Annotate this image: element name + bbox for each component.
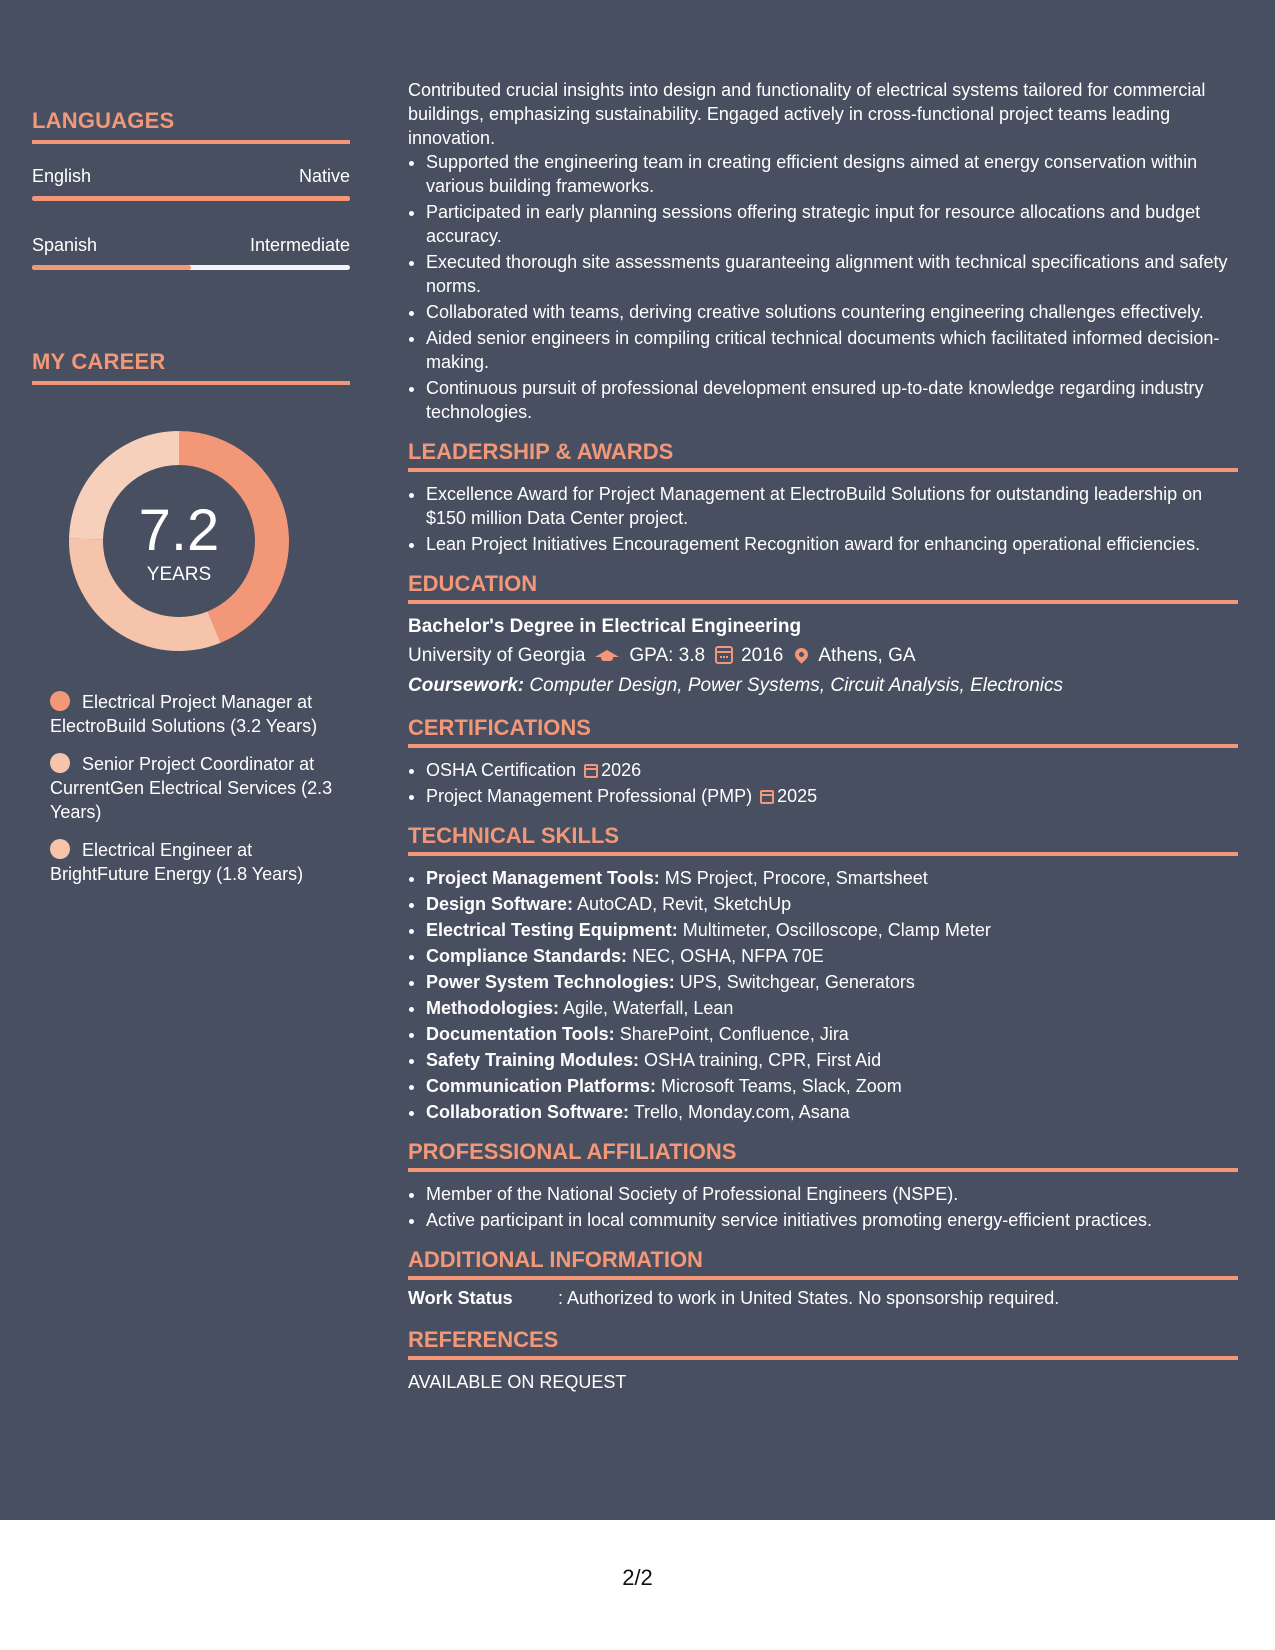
certification-year: 2026	[601, 760, 642, 780]
skill-item	[426, 1048, 1238, 1072]
certification-item	[426, 784, 1238, 808]
career-item-text: Electrical Project Manager at ElectroBuild Solutions (3.2 Years)	[50, 692, 318, 736]
education-heading: EDUCATION	[408, 572, 1238, 604]
calendar-icon	[584, 764, 598, 778]
skill-item	[426, 970, 1238, 994]
career-donut-chart	[66, 428, 292, 654]
certification-item	[426, 758, 1238, 782]
calendar-icon	[760, 790, 774, 804]
experience-bullet: • Collaborated with teams, deriving creative solutions countering engineering challenges effectively.	[426, 300, 1238, 324]
affiliations-list	[408, 1182, 1238, 1232]
references-heading: REFERENCES	[408, 1328, 1238, 1360]
education-school: University of Georgia	[408, 645, 586, 666]
skill-label: Documentation Tools:	[426, 1024, 615, 1044]
language-name: English	[32, 166, 92, 186]
experience-bullet: • Supported the engineering team in creating efficient designs aimed at energy conservation within various building frameworks.	[426, 150, 1238, 198]
education-gpa: GPA: 3.8	[629, 645, 706, 666]
references-text: AVAILABLE ON REQUEST	[408, 1372, 627, 1392]
career-list	[50, 690, 350, 900]
career-item	[50, 690, 350, 738]
education-coursework	[408, 672, 1238, 700]
experience-bullet: • Executed thorough site assessments guaranteeing alignment with technical specifications and safety norms.	[426, 250, 1238, 298]
skill-label: Power System Technologies:	[426, 972, 675, 992]
skill-item	[426, 1100, 1238, 1124]
certifications-heading: CERTIFICATIONS	[408, 716, 1238, 748]
skill-label: Electrical Testing Equipment:	[426, 920, 678, 940]
skill-value: SharePoint, Confluence, Jira	[619, 1024, 849, 1044]
career-item	[50, 752, 350, 824]
coursework-label: Coursework:	[408, 675, 525, 696]
location-pin-icon	[793, 645, 811, 663]
skill-value: Agile, Waterfall, Lean	[563, 998, 734, 1018]
skill-item	[426, 866, 1238, 890]
skill-value: AutoCAD, Revit, SketchUp	[577, 894, 792, 914]
work-status-label: Work Status	[408, 1288, 513, 1308]
skill-label: Communication Platforms:	[426, 1076, 657, 1096]
skill-item	[426, 1022, 1238, 1046]
skill-value: Multimeter, Oscilloscope, Clamp Meter	[682, 920, 991, 940]
experience-bullet: • Participated in early planning sessions offering strategic input for resource allocations and budget accuracy.	[426, 200, 1238, 248]
skills-heading: TECHNICAL SKILLS	[408, 824, 1238, 856]
affiliation-item: • Member of the National Society of Professional Engineers (NSPE).	[426, 1182, 1238, 1206]
skill-value: OSHA training, CPR, First Aid	[644, 1050, 882, 1070]
education-location: Athens, GA	[818, 645, 916, 666]
education-year: 2016	[741, 645, 784, 666]
career-item	[50, 838, 350, 886]
calendar-icon	[715, 646, 733, 664]
career-item-text: Senior Project Coordinator at CurrentGen Electrical Services (2.3 Years)	[50, 754, 333, 822]
leadership-bullets	[408, 482, 1238, 556]
certification-year: 2025	[777, 786, 818, 806]
skill-label: Design Software:	[426, 894, 574, 914]
skill-item	[426, 1074, 1238, 1098]
language-proficiency-fill	[32, 265, 191, 270]
additional-info-heading: ADDITIONAL INFORMATION	[408, 1248, 1238, 1280]
skill-label: Methodologies:	[426, 998, 559, 1018]
graduation-cap-icon	[595, 650, 619, 657]
leadership-bullet: • Lean Project Initiatives Encouragement Recognition award for enhancing operational efficiencies.	[426, 532, 1238, 556]
career-heading: MY CAREER	[32, 349, 350, 385]
right-column	[408, 78, 1238, 1394]
skills-list	[408, 866, 1238, 1124]
skill-label: Compliance Standards:	[426, 946, 628, 966]
skill-value: Microsoft Teams, Slack, Zoom	[661, 1076, 902, 1096]
skill-label: Collaboration Software:	[426, 1102, 630, 1122]
certifications-list	[408, 758, 1238, 808]
career-total-unit: YEARS	[146, 564, 212, 585]
experience-bullet: • Continuous pursuit of professional development ensured up-to-date knowledge regarding industry technologies.	[426, 376, 1238, 424]
career-legend-dot	[50, 691, 70, 711]
page-number: 2/2	[622, 1565, 653, 1590]
affiliation-item: • Active participant in local community service initiatives promoting energy-efficient practices.	[426, 1208, 1238, 1232]
career-legend-dot	[50, 839, 70, 859]
skill-item	[426, 892, 1238, 916]
affiliations-heading: PROFESSIONAL AFFILIATIONS	[408, 1140, 1238, 1172]
work-status-row	[408, 1286, 1238, 1310]
language-proficiency-fill	[32, 196, 350, 201]
language-proficiency-bar	[32, 265, 350, 270]
skill-value: MS Project, Procore, Smartsheet	[664, 868, 928, 888]
language-proficiency-bar	[32, 196, 350, 201]
experience-summary: Contributed crucial insights into design and functionality of electrical systems tailored for commercial buildings, emphasizing sustainability. Engaged actively in cross-functional project teams leading innovation.	[408, 80, 1206, 148]
certification-name: OSHA Certification	[426, 760, 577, 780]
career-item-text: Electrical Engineer at BrightFuture Energy (1.8 Years)	[50, 840, 304, 884]
leadership-heading: LEADERSHIP & AWARDS	[408, 440, 1238, 472]
skill-item	[426, 944, 1238, 968]
skill-label: Safety Training Modules:	[426, 1050, 640, 1070]
skill-value: NEC, OSHA, NFPA 70E	[632, 946, 824, 966]
certification-name: Project Management Professional (PMP)	[426, 786, 753, 806]
education-degree: Bachelor's Degree in Electrical Engineering	[408, 616, 802, 637]
skill-value: UPS, Switchgear, Generators	[679, 972, 915, 992]
skill-item	[426, 918, 1238, 942]
donut-center	[66, 428, 292, 654]
language-name: Spanish	[32, 235, 98, 255]
language-level: Native	[298, 166, 350, 186]
experience-bullet: • Aided senior engineers in compiling critical technical documents which facilitated informed decision-making.	[426, 326, 1238, 374]
career-total-years: 7.2	[138, 498, 220, 563]
language-level: Intermediate	[249, 235, 350, 255]
career-legend-dot	[50, 753, 70, 773]
languages-heading: LANGUAGES	[32, 108, 350, 144]
coursework-list: Computer Design, Power Systems, Circuit Analysis, Electronics	[529, 675, 1063, 696]
skill-label: Project Management Tools:	[426, 868, 660, 888]
education-details	[408, 640, 1238, 672]
work-status-value: : Authorized to work in United States. No sponsorship required.	[558, 1288, 1060, 1308]
experience-bullets	[408, 150, 1238, 424]
leadership-bullet: • Excellence Award for Project Management at ElectroBuild Solutions for outstanding leadership on $150 million Data Center project.	[426, 482, 1238, 530]
skill-item	[426, 996, 1238, 1020]
skill-value: Trello, Monday.com, Asana	[633, 1102, 850, 1122]
